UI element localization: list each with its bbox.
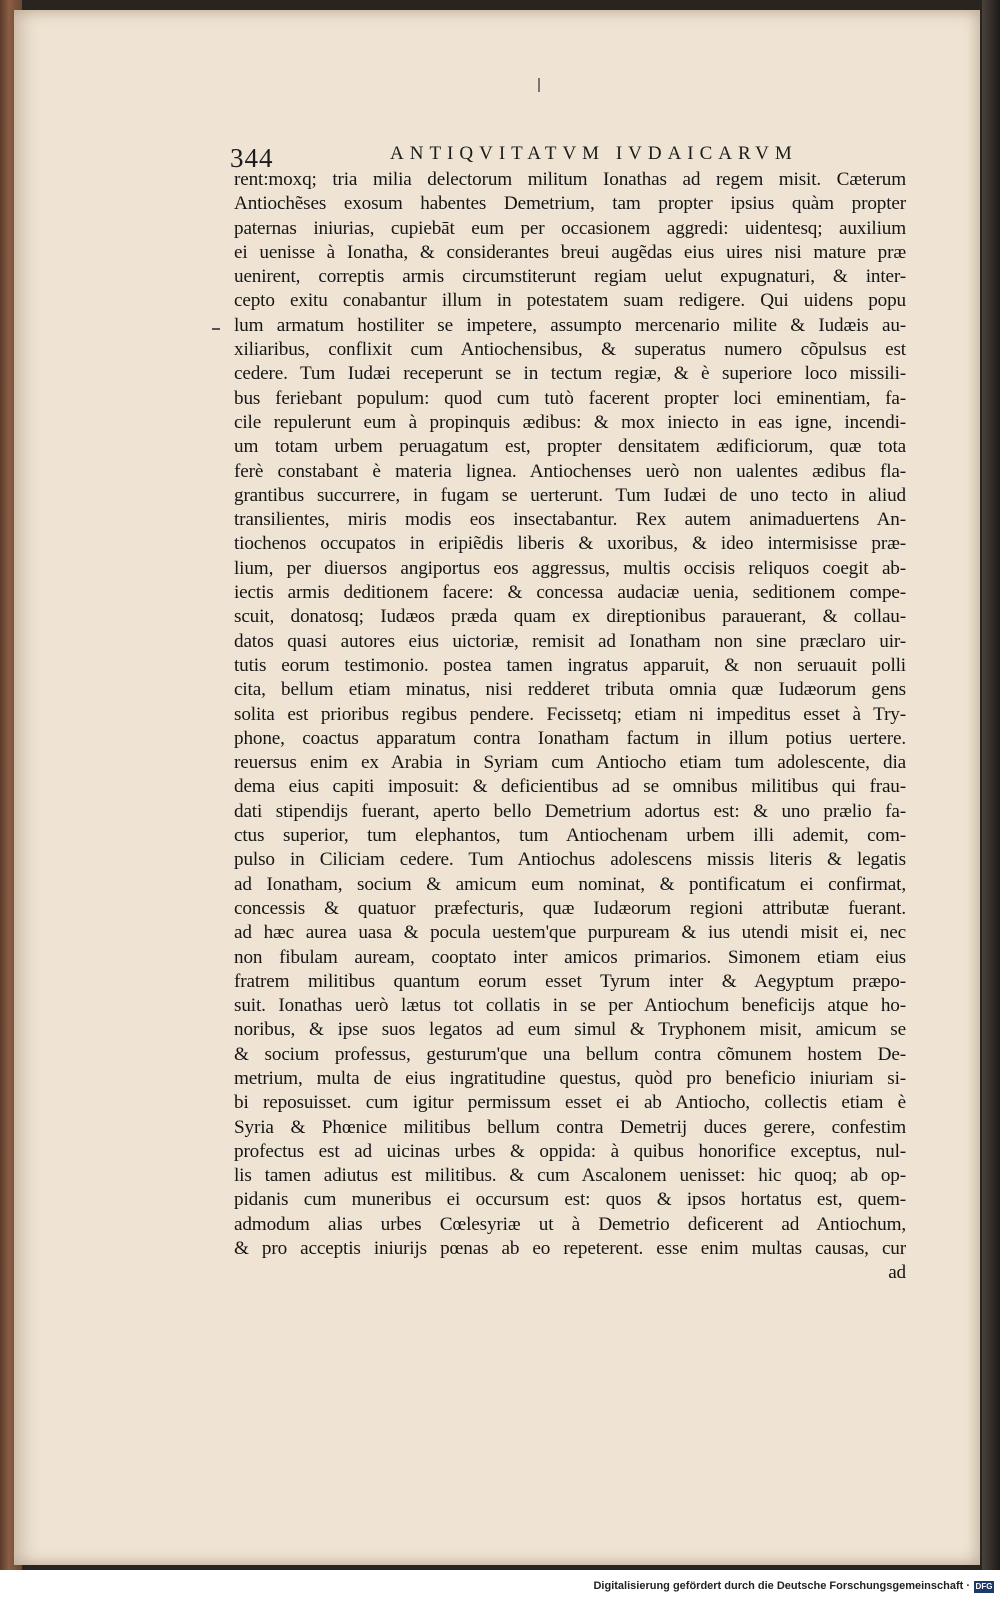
text-line: ad <box>888 1262 906 1284</box>
text-line: cita, bellum etiam minatus, nisi redderet tributa omnia quæ Iudæorum gens <box>234 679 906 701</box>
text-line: profectus est ad uicinas urbes & oppida: à quibus honorifice exceptus, nul- <box>234 1140 906 1162</box>
dfg-logo: DFG <box>975 1582 993 1591</box>
text-line: noribus, & ipse suos legatos ad eum simul & Tryphonem misit, amicum se <box>234 1019 906 1041</box>
text-line: phone, coactus apparatum contra Ionatham factum in illum potius uertere. <box>234 727 906 749</box>
page-number: 344 <box>230 143 274 173</box>
text-line: & pro acceptis iniurijs pœnas ab eo repeterent. esse enim multas causas, cur <box>234 1238 906 1260</box>
text-line: cedere. Tum Iudæi receperunt se in tectum regiæ, & è superiore loco missili- <box>234 363 906 385</box>
body-text <box>234 168 906 1286</box>
text-line: Antiochẽses exosum habentes Demetrium, tam propter ipsius quàm propter <box>234 193 906 215</box>
text-line: lis tamen adiutus est militibus. & cum Ascalonem uenisset: hic quoq; ab op- <box>234 1165 906 1187</box>
text-line: lium, per diuersos angiportus eos aggressus, multis occisis reliquos coegit ab- <box>234 557 906 579</box>
text-line: ei uenisse à Ionatha, & considerantes breui augẽdas eius uires nisi mature præ <box>234 241 906 263</box>
scan-border <box>982 0 1000 1570</box>
text-line: Syria & Phœnice militibus bellum contra Demetrij duces gerere, confestim <box>234 1116 906 1138</box>
text-line: bus feriebant populum: quod cum tutò facerent propter loci eminentiam, fa- <box>234 387 906 409</box>
text-line: bi reposuisset. cum igitur permissum esset ei ab Antiocho, collectis etiam è <box>234 1092 906 1114</box>
text-line: ferè constabant è materia lignea. Antiochenses uerò non ualentes ædibus fla- <box>234 460 906 482</box>
text-line: tutis eorum testimonio. postea tamen ingratus apparuit, & non seruauit polli <box>234 654 906 676</box>
text-line: ad Ionatham, socium & amicum eum nominat, & pontificatum ei confirmat, <box>234 873 906 895</box>
text-line: datos quasi autores eius uictoriæ, remisit ad Ionatham non sine præclaro uir- <box>234 630 906 652</box>
text-line: grantibus succurrere, in fugam se uerterunt. Tum Iudæi de uno tecto in aliud <box>234 484 906 506</box>
text-line: uenirent, correptis armis circumstiterunt regiam uelut expugnaturi, & inter- <box>234 266 906 288</box>
text-line: ctus superior, tum elephantos, tum Antiochenam urbem illi ademit, com- <box>234 825 906 847</box>
text-line: lum armatum hostiliter se impetere, assumpto mercenario milite & Iudæis au- <box>234 314 906 336</box>
text-line: paternas iniurias, cupiebāt eum per occasionem aggredi: uidentesq; auxilium <box>234 217 906 239</box>
text-line: dema eius capiti imposuit: & deficientibus ad se omnibus militibus qui frau- <box>234 776 906 798</box>
text-line: ad hæc aurea uasa & pocula uestem'que purpuream & ius utendi misit ei, nec <box>234 922 906 944</box>
text-line: & socium professus, gesturum'que una bellum contra cõmunem hostem De- <box>234 1043 906 1065</box>
footer-credit: Digitalisierung gefördert durch die Deutsche Forschungsgemeinschaft · <box>593 1580 970 1592</box>
text-line: xiliaribus, conflixit cum Antiochensibus, & superatus numero cõpulsus est <box>234 339 906 361</box>
text-line: solita est prioribus regibus pendere. Fecissetq; etiam ni impeditus esset à Try- <box>234 703 906 725</box>
text-line: transilientes, miris modis eos insectabantur. Rex autem animaduertens An- <box>234 509 906 531</box>
text-line: concessis & quatuor præfecturis, quæ Iudæorum regioni attributæ fuerant. <box>234 897 906 919</box>
text-line: cile repulerunt eum à propinquis ædibus: & mox iniecto in eas igne, incendi- <box>234 411 906 433</box>
text-line: rent:moxq; tria milia delectorum militum Ionathas ad regem misit. Cæterum <box>234 169 906 190</box>
running-head: ANTIQVITATVM IVDAICARVM <box>390 143 798 164</box>
text-line: suit. Ionathas uerò lætus tot collatis in se per Antiochum beneficijs atque ho- <box>234 995 906 1017</box>
margin-dash <box>212 328 220 330</box>
text-line: non fibulam auream, cooptato inter amicos primarios. Simonem etiam eius <box>234 946 906 968</box>
text-line: pidanis cum muneribus ei occursum est: quos & ipsos hortatus est, quem- <box>234 1189 906 1211</box>
text-line: admodum alias urbes Cœlesyriæ ut à Demetrio deficerent ad Antiochum, <box>234 1213 906 1235</box>
text-line: cepto exitu conabantur illum in potestatem suam redigere. Qui uidens popu <box>234 290 906 312</box>
text-line: um totam urbem peruagatum est, propter densitatem ædificiorum, quæ tota <box>234 436 906 458</box>
text-line: fratrem militibus quantum eorum esset Tyrum inter & Aegyptum præpo- <box>234 970 906 992</box>
text-line: reuersus enim ex Arabia in Syriam cum Antiocho etiam tum adolescente, dia <box>234 752 906 774</box>
text-line: dati stipendijs fuerant, aperto bello Demetrium adortus est: & uno prælio fa- <box>234 800 906 822</box>
text-line: iectis armis deditionem facere: & concessa audaciæ uenia, seditionem compe- <box>234 582 906 604</box>
text-line: scuit, donatosq; Iudæos præda quam ex direptionibus parauerant, & collau- <box>234 606 906 628</box>
footer-bar <box>0 1570 1000 1598</box>
text-line: pulso in Ciliciam cedere. Tum Antiochus adolescens missis literis & legatis <box>234 849 906 871</box>
text-line: tiochenos occupatos in eripiẽdis liberis & uxoribus, & ideo intermisisse præ- <box>234 533 906 555</box>
text-line: metrium, multa de eius ingratitudine questus, quòd pro beneficio iniuriam si- <box>234 1067 906 1089</box>
margin-tick <box>538 78 540 92</box>
